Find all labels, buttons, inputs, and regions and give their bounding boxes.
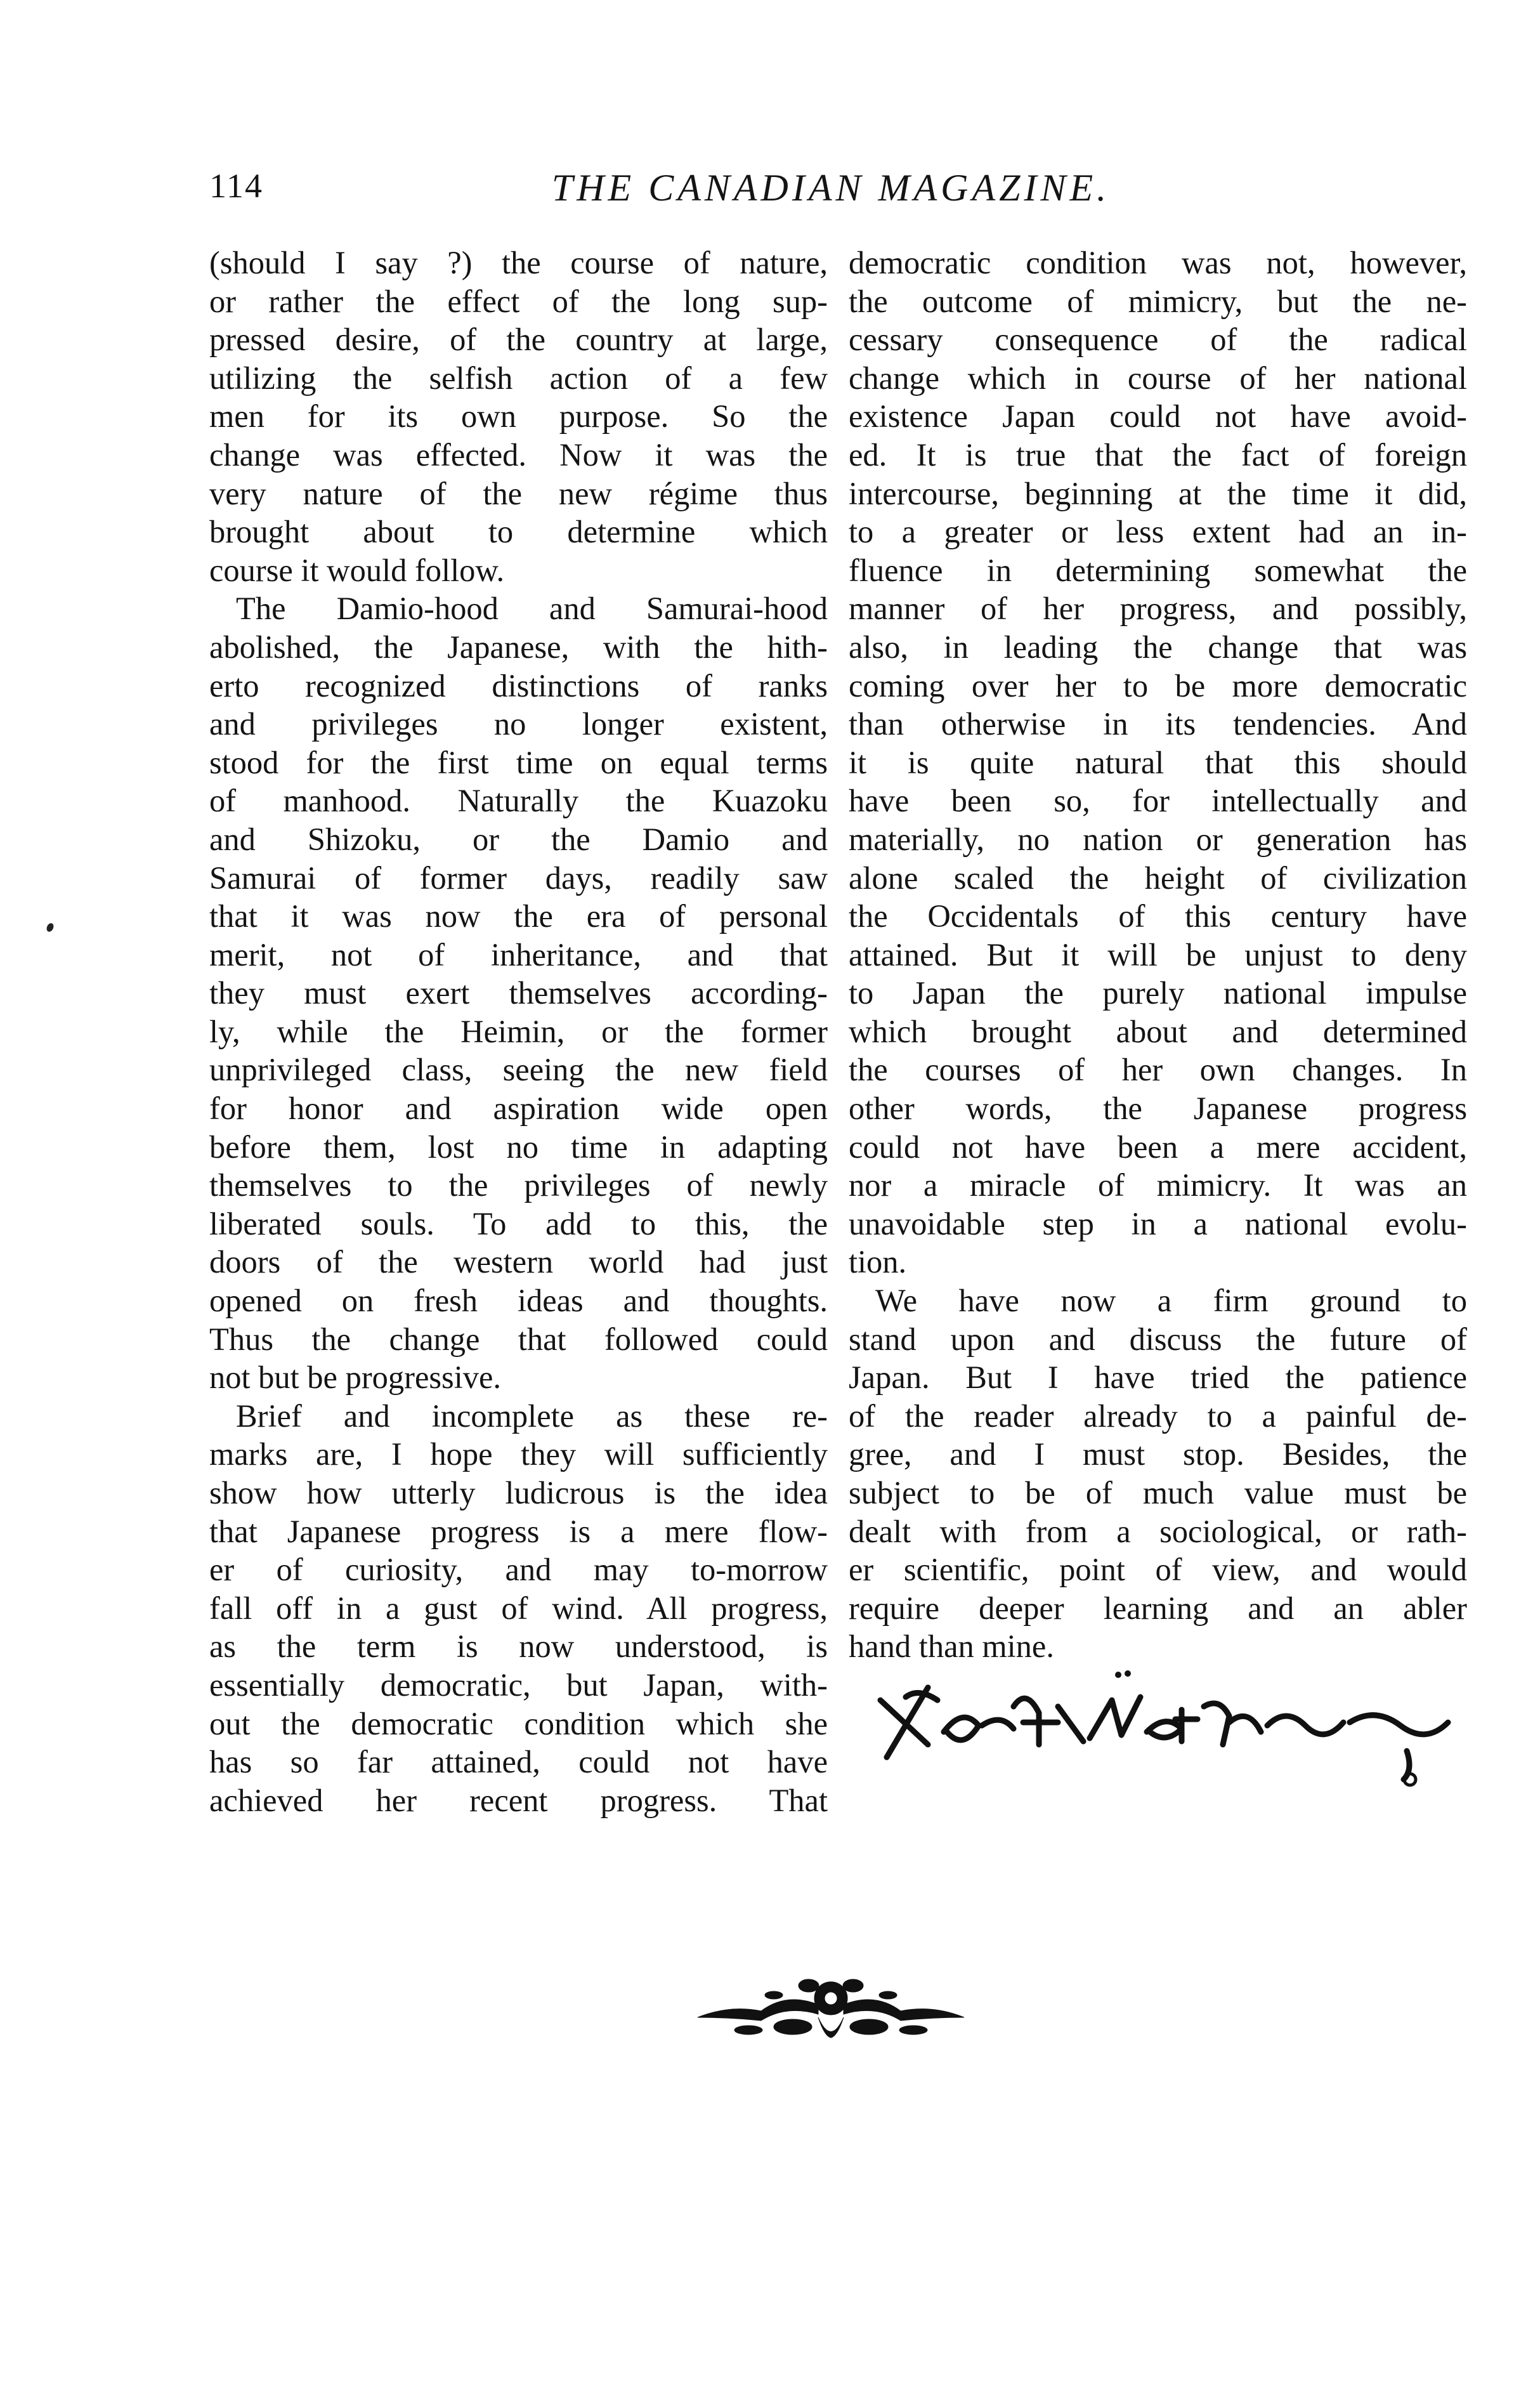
text-line: pressed desire, of the country at large, xyxy=(209,322,828,358)
text-line: We have now a firm ground to xyxy=(875,1283,1467,1319)
text-line: abolished, the Japanese, with the hith- xyxy=(209,629,828,665)
text-line: themselves to the privileges of newly xyxy=(209,1167,828,1203)
text-line: er scientific, point of view, and would xyxy=(849,1552,1467,1588)
text-line: which brought about and determined xyxy=(849,1013,1467,1049)
text-line: men for its own purpose. So the xyxy=(209,398,828,435)
text-line: require deeper learning and an abler xyxy=(849,1590,1467,1626)
text-line: utilizing the selfish action of a few xyxy=(209,360,828,396)
text-line: manner of her progress, and possibly, xyxy=(849,591,1467,627)
text-line: dealt with from a sociological, or rath- xyxy=(849,1513,1467,1549)
text-line: hand than mine. xyxy=(849,1628,1054,1665)
text-line: or rather the effect of the long sup- xyxy=(209,283,828,319)
text-line: er of curiosity, and may to-morrow xyxy=(209,1552,828,1588)
text-line: change was effected. Now it was the xyxy=(209,436,828,473)
text-line: achieved her recent progress. That xyxy=(209,1782,828,1818)
text-line: existence Japan could not have avoid- xyxy=(849,398,1467,435)
text-line: ed. It is true that the fact of foreign xyxy=(849,436,1467,473)
text-line: the courses of her own changes. In xyxy=(849,1052,1467,1088)
text-line: of the reader already to a painful de- xyxy=(849,1398,1467,1434)
text-line: (should I say ?) the course of nature, xyxy=(209,245,828,280)
text-line: attained. But it will be unjust to deny xyxy=(849,936,1467,973)
text-line: show how utterly ludicrous is the idea xyxy=(209,1475,828,1510)
text-line: they must exert themselves according- xyxy=(209,975,828,1011)
running-title: THE CANADIAN MAGAZINE. xyxy=(551,167,1111,209)
text-line: have been so, for intellectually and xyxy=(849,783,1467,819)
text-line: materially, no nation or generation has xyxy=(849,821,1467,857)
text-line: coming over her to be more democratic xyxy=(849,667,1467,704)
text-line: tion. xyxy=(849,1244,907,1280)
text-line: that Japanese progress is a mere flow- xyxy=(209,1513,828,1549)
text-line: to a greater or less extent had an in- xyxy=(849,514,1467,550)
text-line: gree, and I must stop. Besides, the xyxy=(849,1436,1467,1472)
text-line: before them, lost no time in adapting xyxy=(209,1129,828,1165)
text-line: brought about to determine which xyxy=(209,514,828,550)
text-line: the Occidentals of this century have xyxy=(849,898,1467,934)
text-line: very nature of the new régime thus xyxy=(209,475,828,511)
text-line: essentially democratic, but Japan, with- xyxy=(209,1667,828,1703)
text-line: unprivileged class, seeing the new field xyxy=(209,1052,828,1088)
text-line: Brief and incomplete as these re- xyxy=(236,1398,828,1434)
text-line: erto recognized distinctions of ranks xyxy=(209,667,828,704)
text-line: democratic condition was not, however, xyxy=(849,245,1467,280)
text-line: the outcome of mimicry, but the ne- xyxy=(849,283,1467,319)
text-line: cessary consequence of the radical xyxy=(849,322,1467,358)
text-line: ly, while the Heimin, or the former xyxy=(209,1013,828,1049)
text-line: unavoidable step in a national evolu- xyxy=(849,1205,1467,1242)
floral-ornament xyxy=(691,1967,970,2049)
text-line: fall off in a gust of wind. All progress, xyxy=(209,1590,828,1626)
text-line: opened on fresh ideas and thoughts. xyxy=(209,1283,828,1319)
text-line: it is quite natural that this should xyxy=(849,744,1467,780)
text-line: stand upon and discuss the future of xyxy=(849,1321,1467,1357)
text-line: other words, the Japanese progress xyxy=(849,1091,1467,1127)
text-line: marks are, I hope they will sufficiently xyxy=(209,1436,828,1472)
ink-speck xyxy=(46,922,55,933)
left-column xyxy=(209,244,828,1819)
text-line: doors of the western world had just xyxy=(209,1244,828,1280)
text-line: of manhood. Naturally the Kuazoku xyxy=(209,783,828,819)
text-line: alone scaled the height of civilization xyxy=(849,860,1467,896)
text-line: fluence in determining somewhat the xyxy=(849,552,1467,588)
text-line: Japan. But I have tried the patience xyxy=(849,1360,1467,1396)
text-line: as the term is now understood, is xyxy=(209,1628,828,1665)
text-line: not but be progressive. xyxy=(209,1360,502,1396)
text-line: could not have been a mere accident, xyxy=(849,1129,1467,1165)
page-number: 114 xyxy=(209,167,263,205)
text-line: course it would follow. xyxy=(209,552,505,588)
text-line: Samurai of former days, readily saw xyxy=(209,860,828,896)
text-line: change which in course of her national xyxy=(849,360,1467,396)
text-line: for honor and aspiration wide open xyxy=(209,1091,828,1127)
text-line: liberated souls. To add to this, the xyxy=(209,1205,828,1242)
right-column xyxy=(849,244,1467,1666)
text-line: also, in leading the change that was xyxy=(849,629,1467,665)
text-line: nor a miracle of mimicry. It was an xyxy=(849,1167,1467,1203)
text-line: than otherwise in its tendencies. And xyxy=(849,706,1467,742)
text-line: has so far attained, could not have xyxy=(209,1744,828,1780)
text-line: intercourse, beginning at the time it did, xyxy=(849,475,1467,511)
text-line: merit, not of inheritance, and that xyxy=(209,936,828,973)
text-line: and privileges no longer existent, xyxy=(209,706,828,742)
text-line: Thus the change that followed could xyxy=(209,1321,828,1357)
text-line: The Damio-hood and Samurai-hood xyxy=(236,591,828,627)
handwritten-signature xyxy=(868,1662,1464,1789)
text-line: subject to be of much value must be xyxy=(849,1475,1467,1510)
text-line: and Shizoku, or the Damio and xyxy=(209,821,828,857)
text-line: to Japan the purely national impulse xyxy=(849,975,1467,1011)
text-line: that it was now the era of personal xyxy=(209,898,828,934)
page-header xyxy=(209,166,1452,217)
text-line: stood for the first time on equal terms xyxy=(209,744,828,780)
text-line: out the democratic condition which she xyxy=(209,1705,828,1741)
